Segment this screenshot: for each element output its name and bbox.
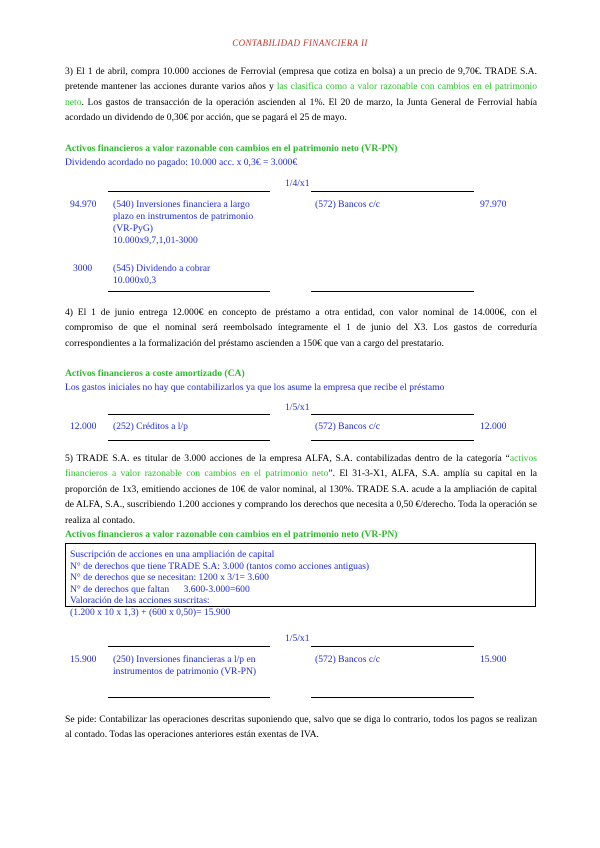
op5-text-a: 5) TRADE S.A. es titular de 3.000 acciones de la empresa ALFA, S.A. contabilizadas dentro de la categoría “ [65, 453, 510, 464]
box-line: (1.200 x 10 x 1,3) + (600 x 0,50)= 15.900 [70, 606, 231, 618]
op4-debit-account: (252) Créditos a l/p [113, 421, 188, 432]
op3-row1-debit-amount: 94.970 [70, 199, 97, 210]
box-line: N° de derechos que faltan 3.600-3.000=600 [70, 583, 250, 595]
op3-row1-debit-account: (540) Inversiones financiera a largo plazo en instrumentos de patrimonio (VR-PyG) 10.000x9,7,1,01-3000 [113, 199, 254, 246]
op3-note: Dividendo acordado no pagado: 10.000 acc. x 0,3€ = 3.000€ [65, 157, 298, 168]
journal-rule [108, 414, 270, 415]
journal-rule [108, 191, 270, 192]
op4-note: Los gastos iniciales no hay que contabilizarlos ya que los asume la empresa que recibe el préstamo [65, 382, 445, 393]
journal-rule [108, 440, 270, 441]
box-line: Suscripción de acciones en una ampliación de capital [70, 549, 275, 560]
op4-debit-amount: 12.000 [70, 421, 97, 432]
op3-row1-credit-amount: 97.970 [480, 199, 507, 210]
journal-rule [311, 697, 474, 698]
op4-statement: 4) El 1 de junio entrega 12.000€ en concepto de préstamo a otra entidad, con valor nominal de 14.000€, con el compromiso de que el nominal será reembolsado íntegramente el 1 de junio del X3. Los gastos de correduría correspondientes a la formalización del préstamo ascienden a 150€ que van a cargo del prestatario. [65, 307, 537, 349]
op3-row2-debit-amount: 3000 [73, 263, 93, 274]
op5-debit-account: (250) Inversiones financieras a l/p en instrumentos de patrimonio (VR-PN) [113, 654, 257, 677]
op3-text-green: las clasifica como a valor razonable con cambios en el patrimonio neto [65, 81, 537, 108]
op4-credit-account: (572) Bancos c/c [315, 421, 381, 432]
op4-date: 1/5/x1 [285, 402, 310, 413]
op5-calculation-text [70, 549, 530, 618]
journal-rule [311, 440, 474, 441]
document-title: CONTABILIDAD FINANCIERA II [232, 38, 368, 48]
journal-rule [311, 646, 474, 647]
journal-rule [108, 291, 270, 292]
op3-date: 1/4/x1 [285, 178, 310, 189]
op3-text-b: . Los gastos de transacción de la operación ascienden al 1%. El 20 de marzo, la Junta General de Ferrovial había acordado un dividendo de 0,30€ por acción, que se pagará el 25 de mayo. [65, 96, 537, 124]
op3-row2-debit-account: (545) Dividendo a cobrar 10.000x0,3 [113, 263, 211, 286]
op4-category: Activos financieros a coste amortizado (CA) [65, 368, 245, 379]
journal-rule [311, 414, 474, 415]
journal-rule [311, 291, 474, 292]
box-line: N° de derechos que tiene TRADE S.A: 3.000 (tantos como acciones antiguas) [70, 560, 370, 572]
op4-credit-amount: 12.000 [480, 421, 507, 432]
assignment-instructions: Se pide: Contabilizar las operaciones descritas suponiendo que, salvo que se diga lo contrario, todos los pagos se realizan al contado. Todas las operaciones anteriores están exentas de IVA. [65, 714, 537, 741]
op5-date: 1/5/x1 [285, 633, 310, 644]
op5-credit-amount: 15.900 [480, 654, 507, 665]
journal-rule [108, 697, 270, 698]
box-line: N° de derechos que se necesitan: 1200 x 3/1= 3.600 [70, 572, 269, 583]
box-line: Valoración de las acciones suscritas: [70, 595, 210, 606]
op5-debit-amount: 15.900 [70, 654, 97, 665]
op5-text-b: ”. El 31-3-X1, ALFA, S.A. amplía su capital en la proporción de 1x3, emitiendo acciones de 10€ de valor nominal, al 130%. TRADE S.A. acude a la ampliación de capital de ALFA, S.A., suscribiendo 1.200 acciones y comprando los derechos que necesita a 0,50 €/derecho. Toda la operación se realiza al contado. [65, 468, 537, 526]
journal-rule [108, 646, 270, 647]
op5-text-green: activos financieros a valor razonable con cambios en el patrimonio neto [65, 453, 537, 480]
op5-category: Activos financieros a valor razonable con cambios en el patrimonio neto (VR-PN) [65, 529, 398, 540]
op5-credit-account: (572) Bancos c/c [315, 654, 381, 665]
op3-text-a: 3) El 1 de abril, compra 10.000 acciones de Ferrovial (empresa que cotiza en bolsa) a un precio de 9,70€. TRADE S.A. pretende mantener las acciones durante varios años y [65, 66, 537, 93]
op3-row1-credit-account: (572) Bancos c/c [315, 199, 381, 210]
journal-rule [311, 191, 474, 192]
op3-statement [65, 64, 537, 126]
op3-category: Activos financieros a valor razonable con cambios en el patrimonio neto (VR-PN) [65, 143, 398, 154]
op5-statement [65, 451, 537, 528]
